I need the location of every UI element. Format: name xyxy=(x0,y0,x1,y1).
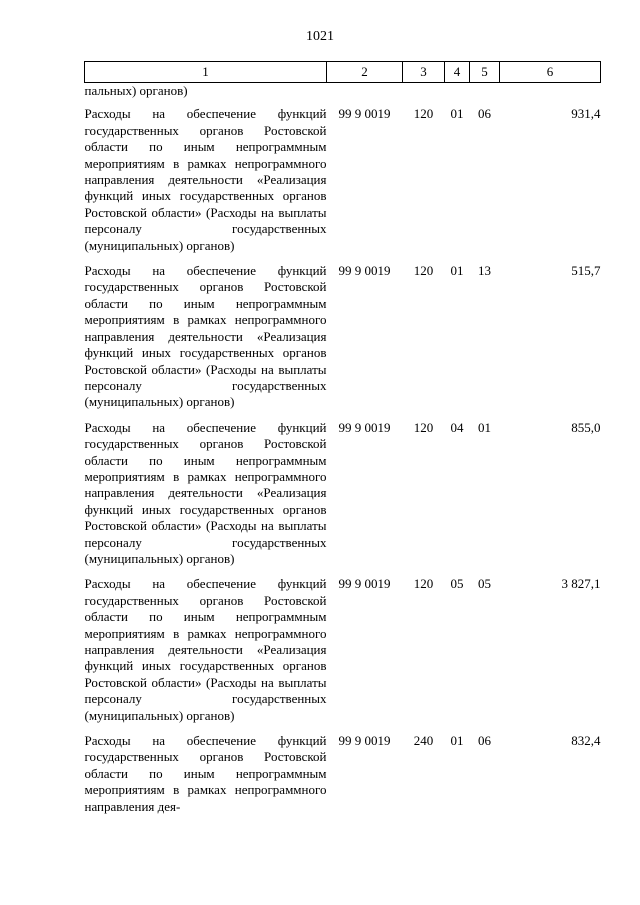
row-description: Расходы на обеспечение функций государственных органов Ростовской области по иным непрограммным мероприятиям в рамках непрограммного направления дея- xyxy=(84,733,327,814)
row-section: 05 xyxy=(450,576,464,592)
table-row xyxy=(85,733,601,824)
row-target-article: 99 9 0019 xyxy=(338,419,391,435)
row-subsection: 13 xyxy=(478,263,491,279)
header-col-5: 5 xyxy=(470,62,500,83)
budget-table xyxy=(84,61,601,824)
header-col-3: 3 xyxy=(403,62,445,83)
header-col-1: 1 xyxy=(85,62,327,83)
row-amount: 855,0 xyxy=(571,419,601,435)
page-number: 1021 xyxy=(306,29,334,44)
row-subsection: 05 xyxy=(478,576,491,592)
header-col-6: 6 xyxy=(500,62,601,83)
row-amount: 832,4 xyxy=(571,733,601,749)
row-description: Расходы на обеспечение функций государственных органов Ростовской области по иным непрограммным мероприятиям в рамках непрограммного направления деятельности «Реализация функций иных государственных органов Ростовской области» (Расходы на выплаты персоналу государственных (муниципальных) органов) xyxy=(84,263,327,410)
row-description: Расходы на обеспечение функций государственных органов Ростовской области по иным непрограммным мероприятиям в рамках непрограммного направления деятельности «Реализация функций иных государственных органов Ростовской области» (Расходы на выплаты персоналу государственных (муниципальных) органов) xyxy=(84,106,327,253)
table-row xyxy=(85,106,601,263)
table-row-continuation xyxy=(85,83,601,107)
row-expense-type: 120 xyxy=(413,263,434,279)
table-header-row xyxy=(85,62,601,83)
table-row xyxy=(85,263,601,420)
row-target-article: 99 9 0019 xyxy=(338,263,391,279)
header-col-2: 2 xyxy=(327,62,403,83)
row-subsection: 06 xyxy=(478,733,491,749)
row-expense-type: 120 xyxy=(413,419,434,435)
continuation-text: пальных) органов) xyxy=(84,83,188,98)
row-description: Расходы на обеспечение функций государственных органов Ростовской области по иным непрограммным мероприятиям в рамках непрограммного направления деятельности «Реализация функций иных государственных органов Ростовской области» (Расходы на выплаты персоналу государственных (муниципальных) органов) xyxy=(84,576,327,723)
table-row xyxy=(85,576,601,733)
row-section: 01 xyxy=(450,263,464,279)
row-description: Расходы на обеспечение функций государственных органов Ростовской области по иным непрограммным мероприятиям в рамках непрограммного направления деятельности «Реализация функций иных государственных органов Ростовской области» (Расходы на выплаты персоналу государственных (муниципальных) органов) xyxy=(84,419,327,566)
header-col-4: 4 xyxy=(445,62,470,83)
row-subsection: 06 xyxy=(478,106,491,122)
row-expense-type: 240 xyxy=(413,733,434,749)
row-expense-type: 120 xyxy=(413,576,434,592)
row-amount: 3 827,1 xyxy=(561,576,601,592)
table-row xyxy=(85,420,601,577)
row-amount: 931,4 xyxy=(571,106,601,122)
row-section: 04 xyxy=(450,419,464,435)
row-target-article: 99 9 0019 xyxy=(338,106,391,122)
row-subsection: 01 xyxy=(478,419,491,435)
row-amount: 515,7 xyxy=(571,263,601,279)
row-section: 01 xyxy=(450,733,464,749)
row-target-article: 99 9 0019 xyxy=(338,576,391,592)
row-expense-type: 120 xyxy=(413,106,434,122)
row-section: 01 xyxy=(450,106,464,122)
row-target-article: 99 9 0019 xyxy=(338,733,391,749)
